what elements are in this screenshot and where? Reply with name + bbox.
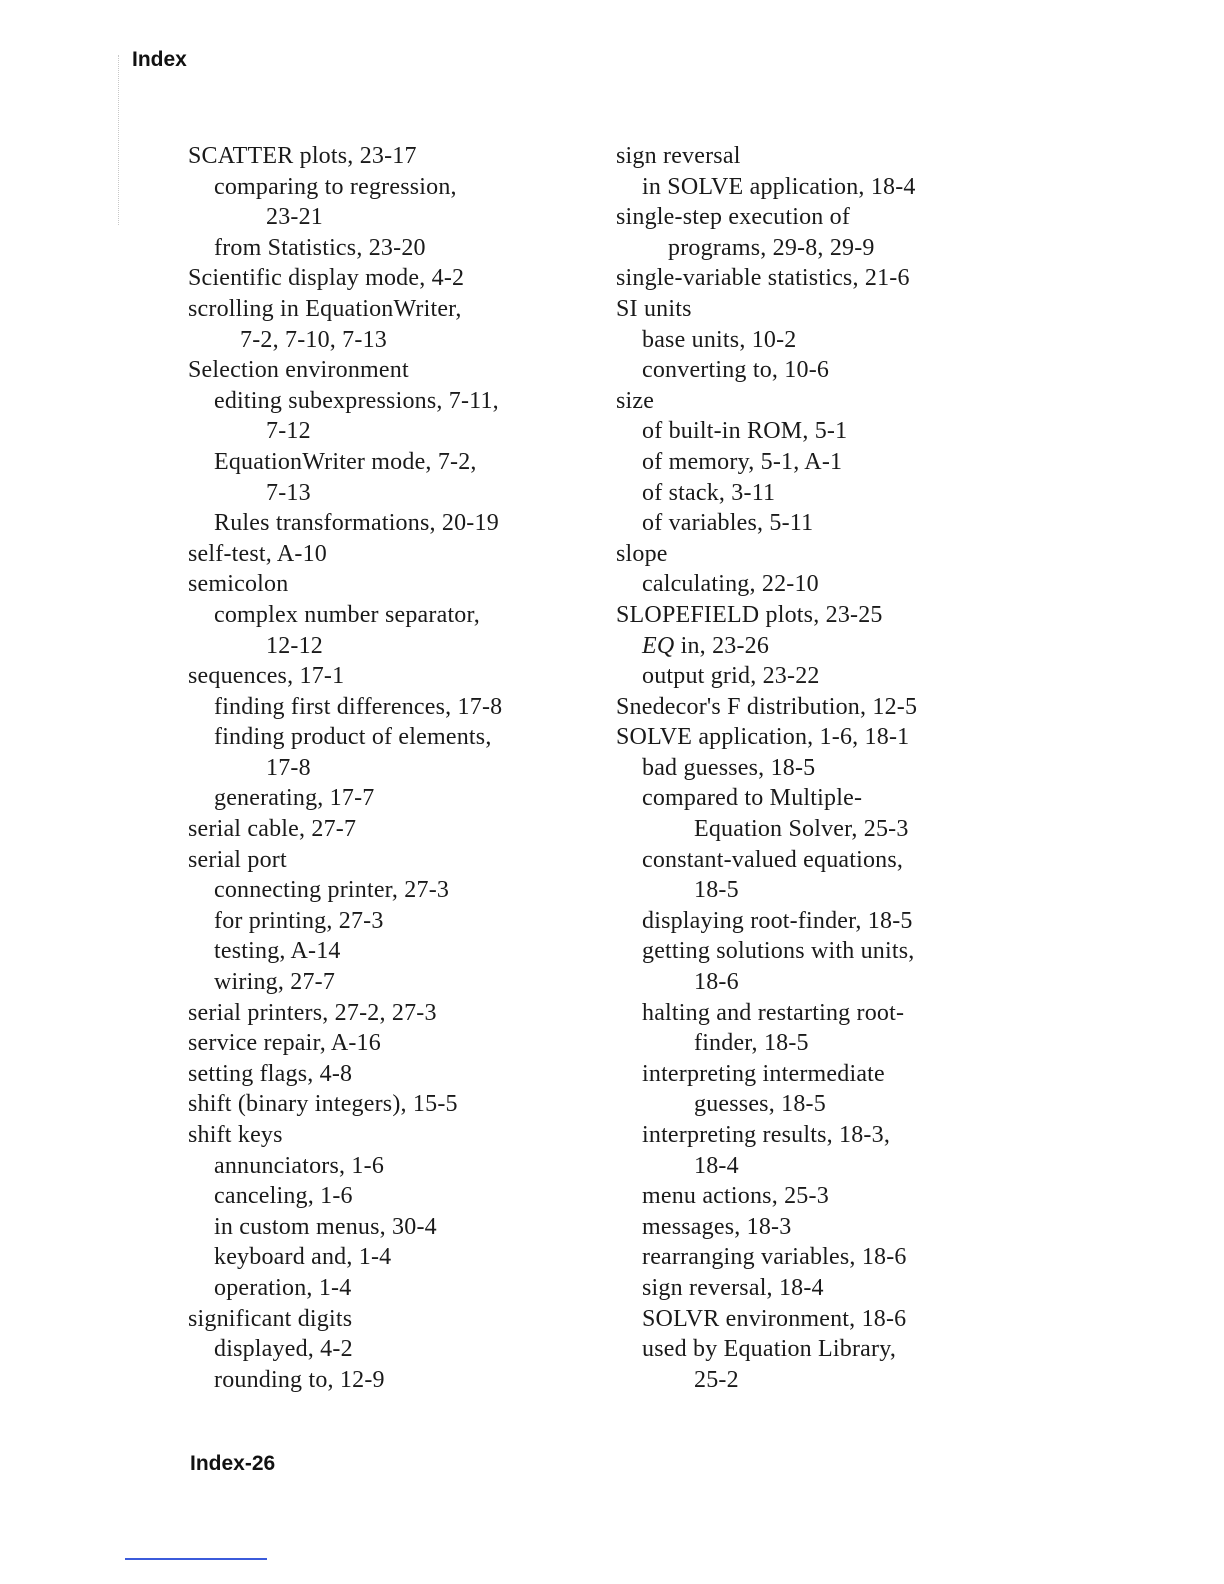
index-entry: calculating, 22-10 [642, 571, 819, 598]
index-entry: of memory, 5-1, A-1 [642, 448, 843, 475]
index-entry: displaying root-finder, 18-5 [642, 907, 913, 934]
index-entry: serial cable, 27-7 [188, 816, 357, 843]
index-entry: getting solutions with units, [642, 938, 915, 965]
index-entry: rearranging variables, 18-6 [642, 1244, 907, 1271]
index-entry: shift keys [188, 1122, 283, 1148]
index-entry: testing, A-14 [214, 938, 341, 965]
index-entry: interpreting results, 18-3, [642, 1122, 891, 1148]
index-entry: slope [616, 540, 668, 567]
index-entry: constant-valued equations, [642, 846, 904, 873]
index-entry: from Statistics, 23-20 [214, 234, 426, 261]
index-entry: SOLVE application, 1-6, 18-1 [616, 724, 910, 751]
index-entry: sequences, 17-1 [188, 663, 345, 690]
index-entry: finding first differences, 17-8 [214, 693, 503, 720]
index-entry-rest: in, 23-26 [674, 632, 770, 659]
index-entry: serial printers, 27-2, 27-3 [188, 999, 437, 1026]
index-entry: guesses, 18-5 [694, 1091, 826, 1118]
index-entry: setting flags, 4-8 [188, 1060, 353, 1087]
margin-dotted-rule [118, 55, 119, 225]
index-entry: scrolling in EquationWriter, [188, 295, 462, 322]
index-entry: of built-in ROM, 5-1 [642, 418, 848, 445]
bottom-accent-rule [125, 1558, 267, 1560]
index-entry: Selection environment [188, 357, 409, 384]
index-entry: in custom menus, 30-4 [214, 1213, 437, 1240]
index-entry: in SOLVE application, 18-4 [642, 173, 916, 200]
index-entry: canceling, 1-6 [214, 1183, 353, 1210]
index-entry: single-variable statistics, 21-6 [616, 265, 910, 292]
index-entry: sign reversal [616, 143, 741, 169]
index-entry: bad guesses, 18-5 [642, 754, 816, 781]
index-entry: displayed, 4-2 [214, 1336, 353, 1363]
index-entry: rounding to, 12-9 [214, 1366, 385, 1393]
index-entry: programs, 29-8, 29-9 [668, 234, 875, 261]
index-entry: for printing, 27-3 [214, 907, 384, 934]
index-entry: 18-4 [694, 1152, 739, 1179]
index-entry: Rules transformations, 20-19 [214, 510, 499, 537]
index-column-left [188, 141, 568, 1395]
index-entry: EquationWriter mode, 7-2, [214, 448, 477, 475]
index-entry: annunciators, 1-6 [214, 1152, 385, 1179]
index-column-right [616, 141, 976, 1395]
index-entry: complex number separator, [214, 601, 480, 628]
index-entry: semicolon [188, 571, 289, 598]
index-entry: messages, 18-3 [642, 1213, 792, 1240]
index-entry: wiring, 27-7 [214, 969, 336, 996]
index-entry: of stack, 3-11 [642, 479, 776, 506]
index-entry: SCATTER plots, 23-17 [188, 143, 417, 169]
index-entry: single-step execution of [616, 204, 851, 231]
page-header-title: Index [132, 48, 187, 71]
index-entry: 12-12 [266, 632, 323, 659]
index-entry: keyboard and, 1-4 [214, 1244, 392, 1271]
index-entry: service repair, A-16 [188, 1030, 381, 1057]
index-entry: 23-21 [266, 204, 323, 231]
index-entry: significant digits [188, 1305, 353, 1332]
index-entry: 18-6 [694, 969, 739, 996]
index-entry [616, 631, 976, 662]
index-entry: finding product of elements, [214, 724, 492, 751]
index-entry: 17-8 [266, 754, 311, 781]
index-entry: size [616, 387, 655, 414]
index-entry: Scientific display mode, 4-2 [188, 265, 465, 292]
index-entry: converting to, 10-6 [642, 357, 830, 384]
index-entry: connecting printer, 27-3 [214, 877, 450, 904]
index-entry: halting and restarting root- [642, 999, 905, 1026]
index-entry: used by Equation Library, [642, 1336, 897, 1363]
index-entry: SI units [616, 295, 692, 322]
index-entry: operation, 1-4 [214, 1274, 352, 1301]
index-entry: Equation Solver, 25-3 [694, 816, 909, 843]
index-entry: 7-12 [266, 418, 311, 445]
index-entry: sign reversal, 18-4 [642, 1274, 824, 1301]
index-entry: serial port [188, 846, 287, 873]
index-entry: comparing to regression, [214, 173, 457, 200]
index-entry: compared to Multiple- [642, 785, 863, 812]
index-entry: 25-2 [694, 1366, 739, 1393]
index-entry: base units, 10-2 [642, 326, 797, 353]
index-entry: interpreting intermediate [642, 1060, 885, 1087]
index-entry: generating, 17-7 [214, 785, 375, 812]
index-entry: menu actions, 25-3 [642, 1183, 829, 1210]
index-entry: Snedecor's F distribution, 12-5 [616, 693, 918, 720]
index-entry: output grid, 23-22 [642, 663, 820, 690]
index-entry: 18-5 [694, 877, 739, 904]
index-entry: 7-13 [266, 479, 311, 506]
index-entry: 7-2, 7-10, 7-13 [240, 326, 387, 353]
index-entry-italic-term: EQ [642, 632, 675, 659]
page-number-footer: Index-26 [190, 1452, 276, 1475]
index-entry: of variables, 5-11 [642, 510, 814, 537]
index-entry: shift (binary integers), 15-5 [188, 1091, 458, 1118]
index-entry: SLOPEFIELD plots, 23-25 [616, 601, 883, 628]
index-entry: editing subexpressions, 7-11, [214, 387, 499, 414]
index-entry: self-test, A-10 [188, 540, 327, 567]
index-entry: finder, 18-5 [694, 1030, 809, 1057]
index-entry: SOLVR environment, 18-6 [642, 1305, 907, 1332]
